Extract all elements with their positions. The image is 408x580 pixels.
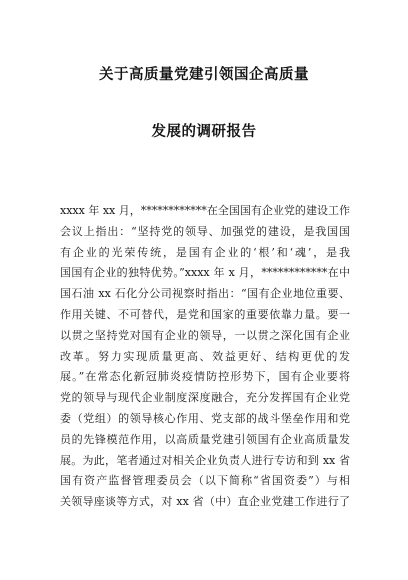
- body-line: 国石油 xx 石化分公司视察时指出：“国有企业地位重要、: [60, 287, 350, 301]
- document-body: [60, 201, 350, 513]
- body-line: 会议上指出：“坚持党的领导、加强党的建设，是我国国: [60, 224, 350, 238]
- body-line: 委（党组）的领导核心作用、党支部的战斗堡垒作用和党: [60, 411, 350, 425]
- body-line: 党的领导与现代企业制度深度融合，充分发挥国有企业党: [60, 391, 350, 405]
- document-title-line-2: 发展的调研报告: [151, 124, 257, 140]
- body-line: 改革。努力实现质量更高、效益更好、结构更优的发: [60, 349, 350, 363]
- body-line: 关领导座谈等方式，对 xx 省（中）直企业党建工作进行了: [60, 495, 350, 509]
- body-line: 展。”在常态化新冠肺炎疫情防控形势下，国有企业要将: [60, 370, 350, 384]
- body-line: 国国有企业的独特优势。”xxxx 年 x 月，************在中: [60, 266, 350, 280]
- body-line: 以贯之坚持党对国有企业的领导，一以贯之深化国有企业: [60, 328, 350, 342]
- body-line: 有企业的光荣传统，是国有企业的‘根’和‘魂’，是我: [60, 245, 350, 259]
- body-line: 作用关键、不可替代，是党和国家的重要依靠力量。要一: [60, 307, 350, 321]
- body-line: 员的先锋模范作用，以高质量党建引领国有企业高质量发: [60, 432, 350, 446]
- document-title-line-1: 关于高质量党建引领国企高质量: [99, 67, 309, 83]
- body-line: 展。为此，笔者通过对相关企业负责人进行专访和到 xx 省: [60, 453, 350, 467]
- body-line: 国有资产监督管理委员会（以下简称“省国资委”）与相: [60, 474, 350, 488]
- body-line: xxxx 年 xx 月，************在全国国有企业党的建设工作: [60, 204, 350, 217]
